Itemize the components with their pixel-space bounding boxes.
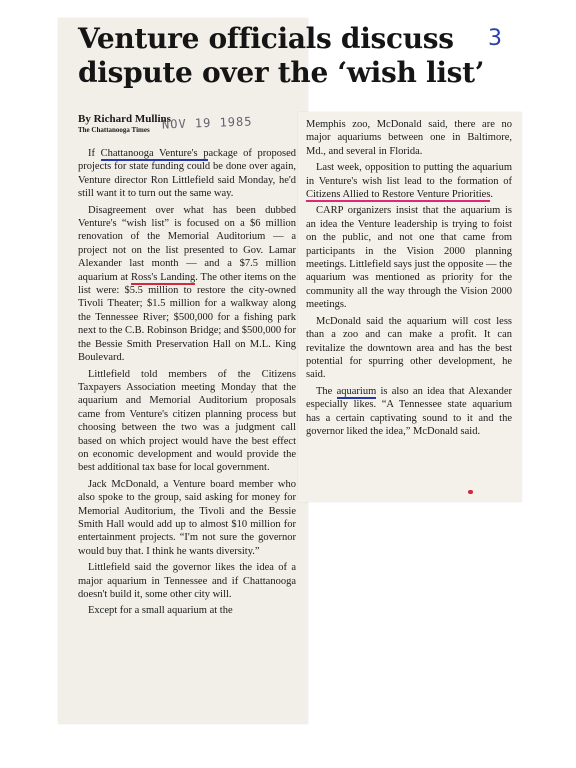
source-line: The Chattanooga Times <box>78 126 150 134</box>
paragraph <box>306 161 512 201</box>
red-pen-mark <box>468 490 473 494</box>
paragraph: Memphis zoo, McDonald said, there are no major aquariums between one in Baltimore, Md., and several in Florida. <box>306 119 512 157</box>
underlined-text: Ross's Landing <box>130 271 196 283</box>
text-run: The <box>316 385 337 397</box>
paragraph: CARP organizers insist that the aquarium is an idea the Venture leadership is trying to foist on the public, and not one that came from participants in the Vision 2000 planning meetings. Littlefield says just the opposite — the aquarium was mentioned as priority for the community all the way through the Vision 2000 meetings. <box>306 205 512 311</box>
paragraph: McDonald said the aquarium will cost less than a zoo and can make a profit. It can revitalize the downtown area and has the best potential for spurring other development, he said. <box>306 315 512 381</box>
text-run: Disagreement over what has been dubbed Venture's “wish list” is focused on a $6 million renovation of the Memorial Auditorium — a project not on the list presented to Gov. Lamar Alexander last month — and a $7.5 million aquarium at <box>78 204 296 283</box>
paragraph <box>306 385 512 439</box>
text-run: . <box>490 189 494 201</box>
paragraph: Littlefield said the governor likes the idea of a major aquarium in Tennessee and if Chattanooga doesn't build it, some other city will. <box>78 562 296 600</box>
article-column-left <box>78 147 296 717</box>
text-run: If <box>88 148 101 159</box>
paragraph <box>78 147 296 201</box>
paragraph <box>78 204 296 365</box>
handwritten-page-number: 3 <box>488 26 502 51</box>
underlined-text: Chattanooga Venture's p <box>100 148 209 159</box>
paragraph: Jack McDonald, a Venture board member who also spoke to the group, said asking for money for Memorial Auditorium, the Tivoli and the Bessie Smith Hall would add up to almost $10 million for entertainment projects. “I'm not sure the governor would buy that. I think he wants diversity.” <box>78 478 296 557</box>
text-run: ackage of proposed projects for state funding could be done over again, Venture director Ron Littlefield said Monday, he'd still want it to turn out the same way. <box>78 148 296 200</box>
date-stamp: NOV 19 1985 <box>161 114 253 132</box>
text-run: is also an idea that Alexander especially likes. “A Tennessee state aquarium has a certain captivating sound to it and the governor liked the idea,” McDonald said. <box>306 385 512 437</box>
byline: By Richard Mullins <box>78 113 171 125</box>
text-run: . The other items on the list were: $5.5 million to restore the city-owned Tivoli Theater; $1.5 million for a walkway along the Tennessee River; $500,000 for a fishing park next to the C.B. Robinson Bridge; and $500,000 for the Bessie Smith Preservation Hall on M.L. King Boulevard. <box>78 271 296 364</box>
headline: Venture officials discuss dispute over the ‘wish list’ <box>78 22 485 89</box>
paragraph: Except for a small aquarium at the <box>88 605 233 617</box>
text-run: Last week, opposition to putting the aquarium in Venture's wish list lead to the formation of <box>306 162 512 187</box>
paragraph: Littlefield told members of the Citizens Taxpayers Association meeting Monday that the aquarium and Memorial Auditorium proposals came from Venture's citizen planning process but choosing between the two was a judgment call based on which project would have the best effect on economic development and would provide the best additional tax base for local government. <box>78 368 296 474</box>
underlined-text: Citizens Allied to Restore Venture Priorities <box>306 189 491 201</box>
underlined-text: aquarium <box>336 385 377 397</box>
article-column-right <box>306 118 512 502</box>
